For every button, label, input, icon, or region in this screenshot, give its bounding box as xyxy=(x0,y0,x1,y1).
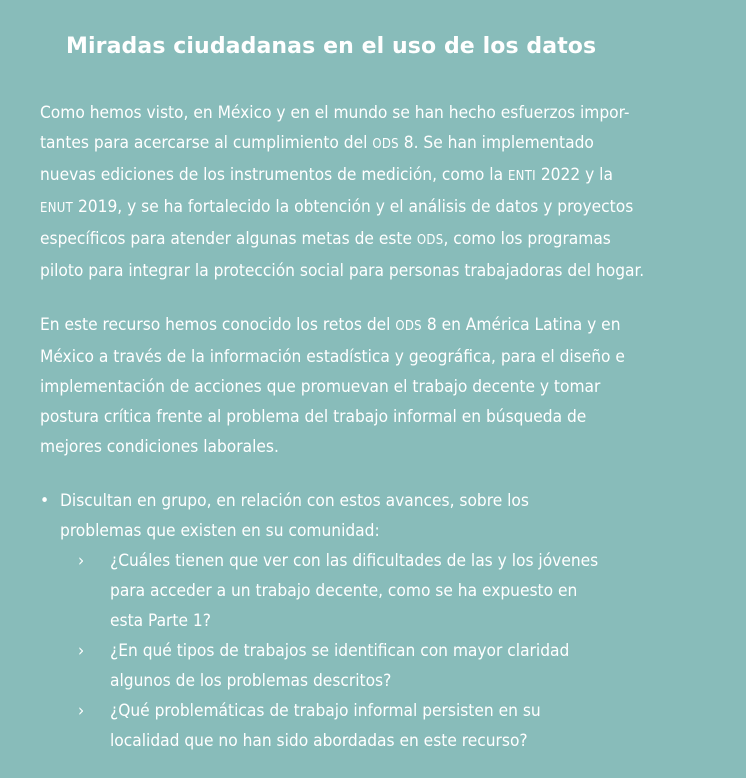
sub-item-text xyxy=(110,696,541,756)
p2-line: mejores condiciones laborales. xyxy=(40,437,279,457)
chevron-right-icon: › xyxy=(78,701,85,721)
p1-line: ENUT 2019, y se ha fortalecido la obtención y el análisis de datos y proyectos xyxy=(40,197,634,217)
bullet-text xyxy=(60,486,529,546)
sub-item-text xyxy=(110,636,569,696)
chevron-right-icon: › xyxy=(78,551,85,571)
p2-line: En este recurso hemos conocido los retos del ODS 8 en América Latina y en xyxy=(40,315,621,335)
section-title: Miradas ciudadanas en el uso de los datos xyxy=(66,34,597,59)
chevron-right-icon: › xyxy=(78,641,85,661)
bullet-line: problemas que existen en su comunidad: xyxy=(60,521,380,541)
bullet-line: Discultan en grupo, en relación con estos avances, sobre los xyxy=(60,491,529,511)
sub-line: esta Parte 1? xyxy=(110,611,211,631)
p2-line: postura crítica frente al problema del trabajo informal en búsqueda de xyxy=(40,407,587,427)
sub-line: localidad que no han sido abordadas en este recurso? xyxy=(110,731,528,751)
sub-line: para acceder a un trabajo decente, como se ha expuesto en xyxy=(110,581,578,601)
p1-line: tantes para acercarse al cumplimiento del ODS 8. Se han implementado xyxy=(40,133,594,153)
sub-line: ¿Cuáles tienen que ver con las dificultades de las y los jóvenes xyxy=(110,551,599,571)
p2-line: implementación de acciones que promuevan el trabajo decente y tomar xyxy=(40,377,601,397)
p2-line: México a través de la información estadística y geográfica, para el diseño e xyxy=(40,347,625,367)
paragraph-2 xyxy=(40,310,740,462)
sub-line: ¿En qué tipos de trabajos se identifican con mayor claridad xyxy=(110,641,570,661)
paragraph-1 xyxy=(40,98,740,286)
sub-line: algunos de los problemas descritos? xyxy=(110,671,392,691)
sub-line: ¿Qué problemáticas de trabajo informal persisten en su xyxy=(110,701,541,721)
bullet-icon: • xyxy=(40,491,50,511)
p1-line: Como hemos visto, en México y en el mundo se han hecho esfuerzos impor- xyxy=(40,103,630,123)
p1-line: nuevas ediciones de los instrumentos de medición, como la ENTI 2022 y la xyxy=(40,165,613,185)
sub-item-text xyxy=(110,546,598,636)
p1-line: piloto para integrar la protección social para personas trabajadoras del hogar. xyxy=(40,261,645,281)
p1-line: específicos para atender algunas metas de este ODS, como los programas xyxy=(40,229,611,249)
